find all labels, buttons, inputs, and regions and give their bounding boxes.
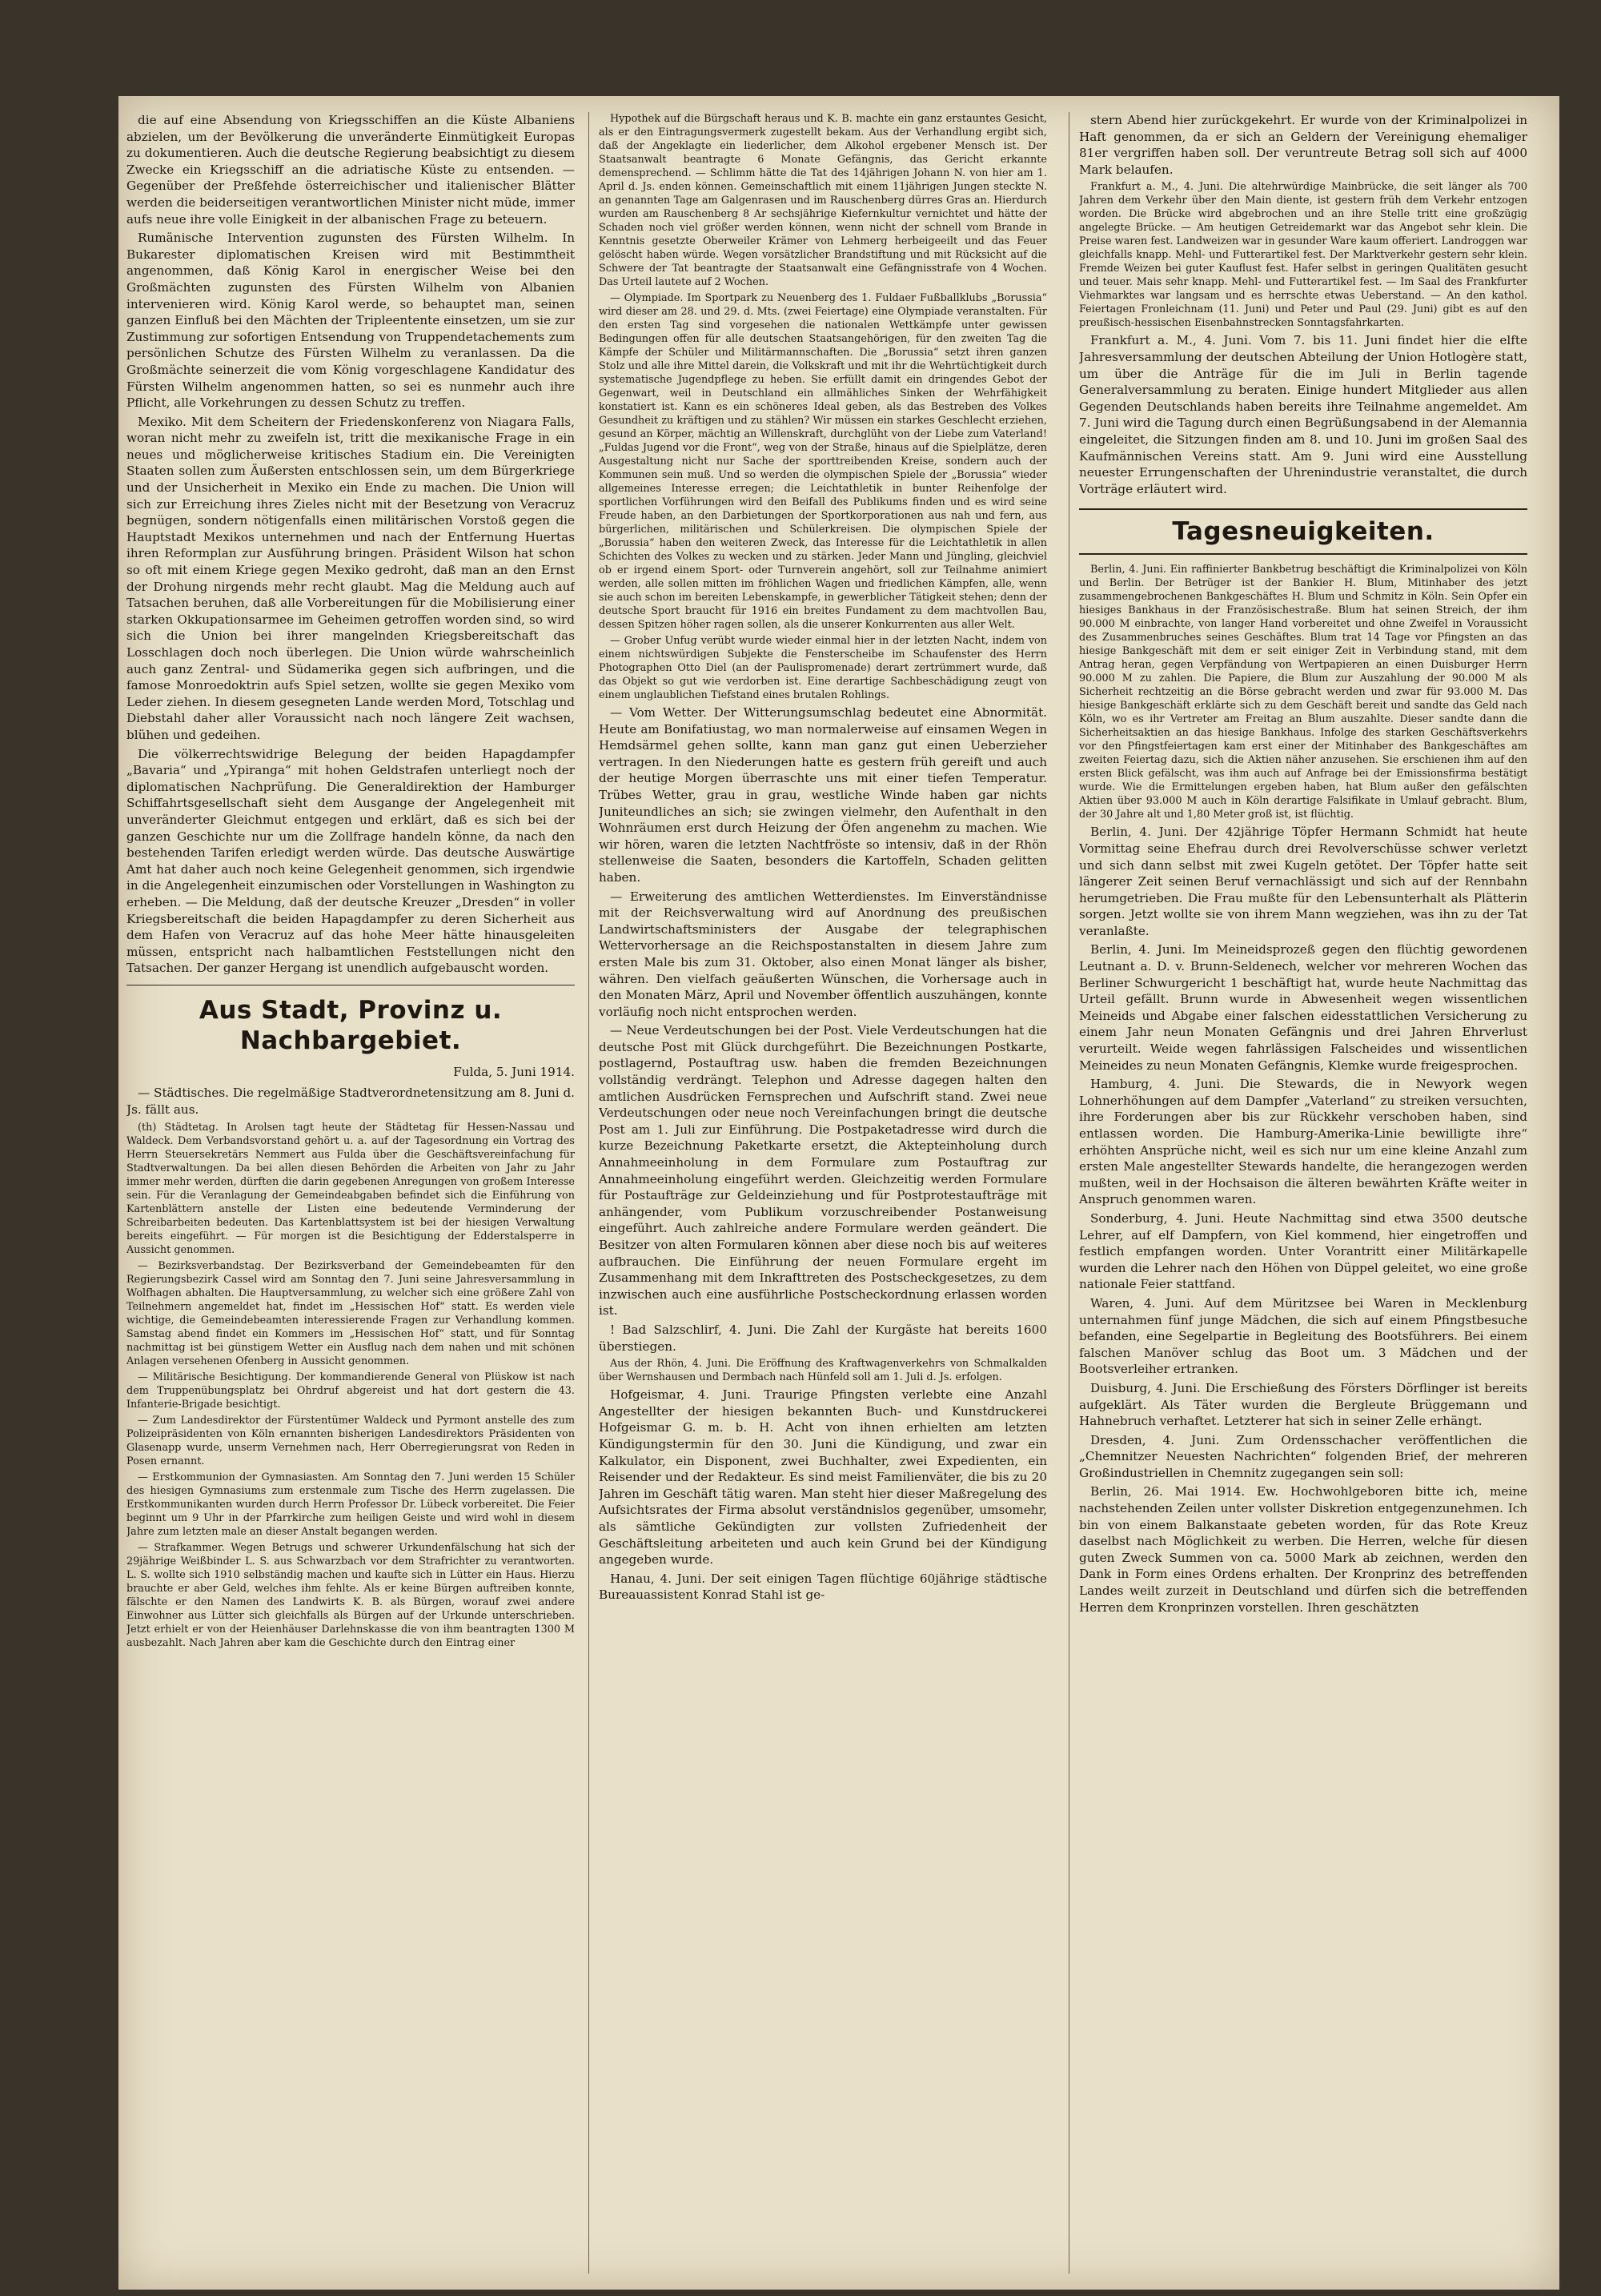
article-paragraph: stern Abend hier zurückgekehrt. Er wurde von der Kriminalpolizei in Haft genommen, da er sich an Geldern der Vereinigung ehemaliger 81er vergriffen haben soll. Der veruntreute Betrag soll sich auf 4000 Mark belaufen. <box>1079 113 1527 177</box>
section-heading-news: Tagesneuigkeiten. <box>1079 508 1527 555</box>
article-paragraph: Frankfurt a. M., 4. Juni. Vom 7. bis 11. Juni findet hier die elfte Jahresversammlung der deutschen Abteilung der Union Hotlogère statt, um über die Anträge für die im Juli in Berlin tagende Generalversammlung zu beraten. Einige hundert Mitglieder aus allen Gegenden Deutschlands haben bereits ihre Teilnahme angemeldet. Am 7. Juni wird die Tagung durch einen Begrüßungsabend in der Alemannia eingeleitet, die Sitzungen finden am 8. und 10. Juni im großen Saal des Kaufmännischen Vereins statt. Am 9. Juni wird eine Ausstellung neuester Errungenschaften der Uhrenindustrie veranstaltet, die durch Vorträge erläutert wird. <box>1079 333 1527 496</box>
article-paragraph: Hypothek auf die Bürgschaft heraus und K. B. machte ein ganz erstauntes Gesicht, als er den Eintragungsvermerk zugestellt bekam. Aus der Verhandlung ergibt sich, daß der Angeklagte ein liederlicher, dem Alkohol ergebener Mensch ist. Der Staatsanwalt beantragte 6 Monate Gefängnis, das Gericht erkannte demensprechend. — Schlimm hätte die Tat des 14jährigen Johann N. von hier am 1. April d. Js. enden können. Gemeinschaftlich mit einem 11jährigen Jungen steckte N. an genannten Tage am Galgenrasen und im Rauschenberg dürres Gras an. Hierdurch wurden am Rauschenberg 8 Ar sechsjährige Kiefernkultur vernichtet und hätte der Schaden noch viel größer werden können, wenn nicht der schnell vom Brande in Kenntnis gesetzte Oberweiler Krämer von Lehmerg herbeigeeilt und das Feuer gelöscht haben würde. Wegen vorsätzlicher Brandstiftung und mit Rücksicht auf die Schwere der Tat beantragte der Staatsanwalt eine Gefängnisstrafe von 4 Wochen. Das Urteil lautete auf 2 Wochen. <box>599 113 1047 288</box>
article-paragraph: — Grober Unfug verübt wurde wieder einmal hier in der letzten Nacht, indem von einem nichtswürdigen Subjekte die Fensterscheibe im Schaufenster des Herrn Photographen Otto Diel (an der Paulispromenade) derart zertrümmert wurde, daß das Objekt so gut wie verdorben ist. Eine derartige Sachbeschädigung zeugt von einem unglaublichen Tiefstand eines brutalen Rohlings. <box>599 635 1047 701</box>
article-paragraph: Berlin, 4. Juni. Ein raffinierter Bankbetrug beschäftigt die Kriminalpolizei von Köln und Berlin. Der Betrüger ist der Bankier H. Blum, Mitinhaber des jetzt zusammengebrochenen Bankgeschäftes H. Blum und Schmitz in Köln. Sein Opfer ein hiesiges Bankhaus in der Französischestraße. Blum hat seinen Streich, der ihm 90.000 M einbrachte, von langer Hand vorbereitet und ohne Zweifel in Voraussicht des Zusammenbruches seines Geschäftes. Blum trat 14 Tage vor Pfingsten an das hiesige Bankgeschäft mit dem er seit einiger Zeit in Verbindung stand, mit dem Antrag heran, gegen Verpfändung von Wertpapieren an einen Duisburger Herrn 90.000 M zu zahlen. Die Papiere, die Blum zur Auszahlung der 90.000 M als Sicherheit rechtzeitig an die Börse gebracht werden und zwar für 93.000 M. Das hiesige Bankgeschäft erklärte sich zu dem Geschäft bereit und sandte das Geld nach Köln, wo es ihr Vertreter am Freitag an Blum auszahlte. Dieser sandte dann die Sicherheitsaktien an das hiesige Bankhaus. Infolge des starken Geschäftsverkehrs vor den Pfingstfeiertagen kam erst einer der Mitinhaber des Bankgeschäftes am zweiten Feiertag dazu, sich die Aktien näher anzusehen. Sie erschienen ihm auf den ersten Blick gefälscht, was ihm auch auf Anfrage bei der Emissionsfirma bestätigt wurde. Wie die Ermittelungen ergeben haben, hat Blum außer den gefälschten Aktien über 93.000 M auch in Köln derartige Falsifikate in Umlauf gebracht. Blum, der 30 Jahre alt und 1,80 Meter groß ist, ist flüchtig. <box>1079 564 1527 821</box>
article-paragraph: Mexiko. Mit dem Scheitern der Friedenskonferenz von Niagara Falls, woran nicht mehr zu zweifeln ist, tritt die mexikanische Frage in ein neues und möglicherweise kritisches Stadium ein. Die Vereinigten Staaten sollen zum Äußersten entschlossen sein, um dem Bürgerkriege und der Unsicherheit in Mexiko ein Ende zu machen. Die Union will sich zur Erreichung ihres Zieles nicht mit der Besetzung von Veracruz begnügen, sondern nötigenfalls einen militärischen Vorstoß gegen die Hauptstadt Mexikos unternehmen und nach der Entfernung Huertas ihren Reformplan zur Ausführung bringen. Präsident Wilson hat schon so oft mit einem Kriege gegen Mexiko gedroht, daß man an den Ernst der Drohung nirgends mehr recht glaubt. Mag die Meldung auch auf Tatsachen beruhen, daß alle Vorbereitungen für die Mobilisierung einer starken Okkupationsarmee im Geheimen getroffen worden sind, so wird sich die Union bei ihrer mangelnden Kriegsbereitschaft das Losschlagen doch noch überlegen. Die Union würde wahrscheinlich auch ganz Zentral- und Südamerika gegen sich aufbringen, und die famose Monroedoktrin aufs Spiel setzen, wollte sie gegen Mexiko vom Leder ziehen. In diesem gesegneten Lande werden Mord, Totschlag und Diebstahl daher aller Voraussicht nach noch längere Zeit wachsen, blühen und gedeihen. <box>126 414 575 742</box>
article-paragraph: — Städtisches. Die regelmäßige Stadtverordnetensitzung am 8. Juni d. Js. fällt aus. <box>126 1086 575 1118</box>
column-1 <box>126 112 575 2274</box>
article-paragraph: — Militärische Besichtigung. Der kommandierende General von Plüskow ist nach dem Truppenübungsplatz bei Ohrdruf abgereist und hat dort gestern die 43. Infanterie-Brigade besichtigt. <box>126 1371 575 1411</box>
article-paragraph: Hanau, 4. Juni. Der seit einigen Tagen flüchtige 60jährige städtische Bureauassistent Konrad Stahl ist ge- <box>599 1571 1047 1603</box>
dateline: Fulda, 5. Juni 1914. <box>453 1064 575 1079</box>
article-paragraph: die auf eine Absendung von Kriegsschiffen an die Küste Albaniens abzielen, um der Bevölkerung die unveränderte Einmütigkeit Europas zu dokumentieren. Auch die deutsche Regierung beabsichtigt zu diesem Zwecke ein Kriegsschiff an die adriatische Küste zu entsenden. — Gegenüber der Preßfehde österreichischer und italienischer Blätter werden die beiderseitigen verantwortlichen Minister nicht müde, immer aufs neue ihre volle Einigkeit in der albanischen Frage zu beteuern. <box>126 113 575 227</box>
article-paragraph: Berlin, 26. Mai 1914. Ew. Hochwohlgeboren bitte ich, meine nachstehenden Zeilen unter vollster Diskretion entgegenzunehmen. Ich bin von einem Balkanstaate gebeten worden, für das Rote Kreuz daselbst nach Möglichkeit zu werben. Die Herren, welche für diesen guten Zweck Summen von ca. 5000 Mark ab zeichnen, werden den Dank in Form eines Ordens erhalten. Der Kronprinz des betreffenden Landes weilt zurzeit in Deutschland und dürfen sich die betreffenden Herren dem Kronprinzen vorstellen. Ihren geschätzten <box>1079 1484 1527 1615</box>
article-paragraph: Die völkerrechtswidrige Belegung der beiden Hapagdampfer „Bavaria“ und „Ypiranga“ mit hohen Geldstrafen unterliegt noch der diplomatischen Nachprüfung. Die Generaldirektion der Hamburger Schiffahrtsgesellschaft sieht dem Ausgange der Angelegenheit mit unveränderter Gleichmut entgegen und erklärt, daß es sich bei der ganzen Geschichte nur um die Zollfrage handeln könne, da nach den bestehenden Tarifen erledigt werden würde. Das deutsche Auswärtige Amt hat daher auch noch keine Gelegenheit genommen, sich irgendwie in die Angelegenheit einzumischen oder Vorstellungen in Washington zu erheben. — Die Meldung, daß der deutsche Kreuzer „Dresden“ in voller Kriegsbereitschaft die beiden Hapagdampfer zu deren Sicherheit aus dem Hafen von Veracruz auf das hohe Meer hätte hinausgeleiten müssen, entspricht nach halbamtlichen Feststellungen nicht den Tatsachen. Der ganzer Hergang ist unendlich aufgebauscht worden. <box>126 746 575 976</box>
article-paragraph: — Bezirksverbandstag. Der Bezirksverband der Gemeindebeamten für den Regierungsbezirk Cassel wird am Sonntag den 7. Juni seine Jahresversammlung in Wolfhagen abhalten. Die Hauptversammlung, zu welcher sich eine größere Zahl von Teilnehmern angemeldet hat, findet im „Hessischen Hof“ statt. Es werden viele wichtige, die Gemeindebeamten interessierende Fragen zur Verhandlung kommen. Samstag abend findet ein Kommers im „Hessischen Hof“ statt, und für Sonntag nachmittag ist bei günstigem Wetter ein Ausflug nach dem nahen und mit schönen Anlagen versehenen Ofenberg in Aussicht genommen. <box>126 1259 575 1367</box>
article-paragraph: Duisburg, 4. Juni. Die Erschießung des Försters Dörflinger ist bereits aufgeklärt. Als Täter wurden die Bergleute Brüggemann und Hahnebruch verhaftet. Letzterer hat sich in seiner Zelle erhängt. <box>1079 1380 1527 1429</box>
article-paragraph: Hamburg, 4. Juni. Die Stewards, die in Newyork wegen Lohnerhöhungen auf dem Dampfer „Vaterland“ zu streiken versuchten, ihre Forderungen aber bis zur Rückkehr verschoben haben, sind entlassen worden. Die Hamburg-Amerika-Linie bewilligte ihre“ erhöhten Ansprüche nicht, weil es sich nur um eine kleine Anzahl zum ersten Male angestellter Stewards handelte, die herangezogen werden mußten, weil in der Hochsaison die älteren bewährten Kräfte weiter in Anspruch genommen waren. <box>1079 1077 1527 1207</box>
column-2 <box>599 112 1047 2274</box>
article-paragraph: (th) Städtetag. In Arolsen tagt heute der Städtetag für Hessen-Nassau und Waldeck. Dem Verbandsvorstand gehört u. a. auf der Tagesordnung ein Vortrag des Herrn Steuersekretärs Nemmert aus Fulda über die Geschäftsvereinfachung für Stadtverwaltungen. Da bei allen diesen Behörden die Arbeiten von Jahr zu Jahr immer mehr werden, dürften die darin gegebenen Anregungen von großem Interesse sein. Für die Veranlagung der Gemeindeabgaben befindet sich die Einführung von Kartenblättern anstelle der Listen eine bedeutende Verminderung der Schreibarbeiten bedeuten. Das Kartenblattsystem ist bei der hiesigen Verwaltung bereits eingeführt. — Für morgen ist die Besichtigung der Edderstalsperre in Aussicht genommen. <box>126 1121 575 1256</box>
article-paragraph: Waren, 4. Juni. Auf dem Müritzsee bei Waren in Mecklenburg unternahmen fünf junge Mädchen, die sich auf einem Pfingstbesuche befanden, eine Segelpartie in Begleitung des Bootsführers. Bei einem falschen Manöver schlug das Boot um. 3 Mädchen und der Bootsverleiher ertranken. <box>1079 1295 1527 1377</box>
article-paragraph: Rumänische Intervention zugunsten des Fürsten Wilhelm. In Bukarester diplomatischen Kreisen wird mit Bestimmtheit angenommen, daß König Karol in energischer Weise bei den Großmächten zugunsten des Fürsten Wilhelm von Albanien intervenieren wird. König Karol werde, so behauptet man, seinen ganzen Einfluß bei den Mächten der Tripleentente einsetzen, um sie zur Zustimmung zur sofortigen Entsendung von Truppendetachements zum persönlichen Schutze des Fürsten Wilhelm zu veranlassen. Da die Großmächte seinerzeit die vom König vorgeschlagene Kandidatur des Fürsten Wilhelm angenommen hatten, so sei es nunmehr auch ihre Pflicht, alle Vorkehrungen zu dessen Schutz zu treffen. <box>126 231 575 411</box>
article-paragraph: Hofgeismar, 4. Juni. Traurige Pfingsten verlebte eine Anzahl Angestellter der hiesigen bekannten Buch- und Kunstdruckerei Hofgeismar G. m. b. H. Acht von ihnen erhielten am letzten Kündigungstermin für den 30. Juni die Kündigung, und zwar ein Kalkulator, ein Disponent, zwei Buchhalter, zwei Expedienten, ein Reisender und der Redakteur. Es sind meist Familienväter, die bis zu 20 Jahren im Geschäft tätig waren. Man steht hier dieser Maßregelung des Aufsichtsrates der Firma absolut verständnislos gegenüber, umsomehr, als sämtliche Gekündigten zur vollsten Zufriedenheit der Geschäftsleitung arbeiteten und auch kein Grund bei der Kündigung angegeben wurde. <box>599 1387 1047 1567</box>
newspaper-page <box>118 96 1559 2290</box>
article-paragraph: Dresden, 4. Juni. Zum Ordensschacher veröffentlichen die „Chemnitzer Neuesten Nachrichten“ folgenden Brief, der mehreren Großindustriellen in Chemnitz zugegangen sein soll: <box>1079 1432 1527 1480</box>
column-3 <box>1079 112 1527 2274</box>
article-paragraph: — Olympiade. Im Sportpark zu Neuenberg des 1. Fuldaer Fußballklubs „Borussia“ wird dieser am 28. und 29. d. Mts. (zwei Feiertage) eine Olympiade veranstalten. Für den ersten Tag sind vorgesehen die nationalen Wettkämpfe unter gewissen Bedingungen offen für alle deutschen Staatsangehörigen, für den zweiten Tag die Kämpfe der Schüler und Militärmannschaften. Die „Borussia“ setzt ihren ganzen Stolz und alle ihre Mittel darein, die Volkskraft und mit ihr die Wehrtüchtigkeit durch systematische Jugendpflege zu heben. Sie erfüllt damit ein dringendes Gebot der Gegenwart, weil in Deutschland ein allmähliches Sinken der Wehrfähigkeit konstatiert ist. Kann es ein schöneres Ideal geben, als das Bestreben des Volkes Gesundheit zu kräftigen und zu stählen? Wir müssen ein starkes Geschlecht erziehen, gesund an Körper, mächtig an Willenskraft, durchglüht von der Liebe zum Vaterland! „Fuldas Jugend vor die Front“, weg von der Straße, hinaus auf die Spielplätze, deren Ausgestaltung nicht nur Sache der sporttreibenden Kreise, sondern auch der Kommunen sein muß. Und so werden die olympischen Spiele der „Borussia“ wieder allgemeines Interesse erregen; die Leichtathletik in bunter Reihenfolge der sportlichen Vorführungen wird den Beifall des Publikums finden und es wird seine Freude haben, an den Darbietungen der Sportkorporationen aus nah und fern, aus bürgerlichen, militärischen und Schülerkreisen. Die olympischen Spiele der „Borussia“ haben den weiteren Zweck, das Interesse für die Leichtathletik in allen Schichten des Volkes zu wecken und zu stärken. Jeder Mann und Jüngling, gleichviel ob er irgend einem Sport- oder Turnverein angehört, soll zur Teilnahme animiert werden, alle sollen mitten im fröhlichen Wagen und friedlichen Kämpfen, alle, wenn sie auch schon im bereiten Lebenskampfe, in gewerblicher Tätigkeit stehen; denn der deutsche Sport braucht für 1916 ein breites Fundament zu dem machtvollen Bau, dessen Spitzen höher ragen sollen, als die unserer Konkurrenten aus aller Welt. <box>599 292 1047 631</box>
article-paragraph: Sonderburg, 4. Juni. Heute Nachmittag sind etwa 3500 deutsche Lehrer, auf elf Dampfern, von Kiel kommend, hier eingetroffen und festlich empfangen worden. Unter Vorantritt einer Militärkapelle wurden die Lehrer nach den Höhen von Düppel geleitet, wo eine große nationale Feier stattfand. <box>1079 1210 1527 1292</box>
article-paragraph: Berlin, 4. Juni. Im Meineidsprozeß gegen den flüchtig gewordenen Leutnant a. D. v. Brunn-Seldenech, welcher vor mehreren Wochen das Berliner Schwurgericht 1 beschäftigt hat, wurde heute Nachmittag das Urteil gefällt. Brunn wurde in Abwesenheit wegen wissentlichen Meineids und Abgabe einer falschen eidesstattlichen Versicherung zu einem Jahr neun Monaten Gefängnis und drei Jahren Ehrverlust verurteilt. Weide wegen fahrlässigen Falscheides und wissentlichen Meineides zu neun Monaten Gefängnis, Klemke wurde freigesprochen. <box>1079 942 1527 1073</box>
article-paragraph: — Zum Landesdirektor der Fürstentümer Waldeck und Pyrmont anstelle des zum Polizeipräsidenten von Köln ernannten bisherigen Landesdirektors Präsidenten von Glasenapp wurde, unserm Vernehmen nach, Herr Oberregierungsrat von Reden in Posen ernannt. <box>126 1414 575 1467</box>
article-paragraph: Aus der Rhön, 4. Juni. Die Eröffnung des Kraftwagenverkehrs von Schmalkalden über Wernshausen und Dermbach nach Hünfeld soll am 1. Juli d. Js. erfolgen. <box>599 1358 1047 1384</box>
article-paragraph: — Strafkammer. Wegen Betrugs und schwerer Urkundenfälschung hat sich der 29jährige Weißbinder L. S. aus Schwarzbach vor dem Strafrichter zu verantworten. L. S. wollte sich 1910 selbständig machen und kaufte sich in Lütter ein Haus. Hierzu brauchte er aber Geld, welches ihm fehlte. Als er keine Bürgen auftreiben konnte, fälschte er den Namen des Landwirts K. B. als Bürgen, worauf zwei andere Einwohner aus Lütter sich gleichfalls als Bürgen auf der Urkunde unterschrieben. Jetzt erhielt er von der Heienhäuser Darlehnskasse die von ihm beantragten 1300 M ausbezahlt. Nach Jahren aber kam die Geschichte durch den Eintrag einer <box>126 1541 575 1649</box>
article-paragraph: — Erweiterung des amtlichen Wetterdienstes. Im Einverständnisse mit der Reichsverwaltung wird auf Anordnung des preußischen Landwirtschaftsministers der Ausgabe der telegraphischen Wettervorhersage an die Reichspostanstalten in diesem Jahre zum ersten Male bis zum 31. Oktober, also einen Monat länger als bisher, währen. Den vielfach geäußerten Wünschen, die Vorhersage auch in den Monaten März, April und November öffentlich auszuhängen, konnte vorläufig noch nicht entsprochen werden. <box>599 889 1047 1019</box>
article-paragraph: ! Bad Salzschlirf, 4. Juni. Die Zahl der Kurgäste hat bereits 1600 überstiegen. <box>599 1322 1047 1354</box>
section-heading-local: Aus Stadt, Provinz u. Nachbargebiet. <box>199 995 503 1055</box>
article-paragraph: Berlin, 4. Juni. Der 42jährige Töpfer Hermann Schmidt hat heute Vormittag seine Ehefrau durch drei Revolverschüsse schwer verletzt und sich dann selbst mit zwei Kugeln getötet. Der Töpfer hatte seit längerer Zeit seinen Beruf vernachlässigt und sich auf der Rennbahn herumgetrieben. Die Frau mußte für den Lebensunterhalt als Plätterin sorgen. Jetzt wollte sie von ihrem Mann wegziehen, was ihn zu der Tat veranlaßte. <box>1079 825 1527 938</box>
article-paragraph: — Vom Wetter. Der Witterungsumschlag bedeutet eine Abnormität. Heute am Bonifatiustag, wo man normalerweise auf einsamen Wegen in Hemdsärmel gehen sollte, kann man ganz gut einen Ueberzieher vertragen. In den Niederungen hatte es gestern früh gereift und auch der heutige Morgen überraschte uns mit einer tiefen Temperatur. Trübes Wetter, grau in grau, westliche Winde haben gar nichts Juniteundliches an sich; sie zwingen vielmehr, den Aufenthalt in den Wohnräumen erst durch Heizung der Öfen angenehm zu machen. Wie wir hören, waren die letzten Nachtfröste so intensiv, daß in der Rhön stellenweise die Saaten, besonders die Kartoffeln, Schaden gelitten haben. <box>599 705 1047 885</box>
article-paragraph: — Erstkommunion der Gymnasiasten. Am Sonntag den 7. Juni werden 15 Schüler des hiesigen Gymnasiums zum erstenmale zum Tische des Herrn zugelassen. Die Erstkommunikanten wurden durch Herrn Professor Dr. Lübeck vorbereitet. Die Feier beginnt um 9 Uhr in der Pfarrkirche zum heiligen Geiste und wird wohl in diesem Jahre zum letzten male an dieser Anstalt begangen werden. <box>126 1471 575 1538</box>
column-rule <box>588 112 589 2274</box>
article-paragraph: Frankfurt a. M., 4. Juni. Die altehrwürdige Mainbrücke, die seit länger als 700 Jahren dem Verkehr über den Main diente, ist gestern früh dem Verkehr entzogen worden. Die Brücke wird abgebrochen und an ihre Stelle tritt eine großzügig angelegte Brücke. — Am heutigen Getreidemarkt war das Angebot sehr klein. Die Preise waren fest. Landweizen war in gesunder Ware kaum offeriert. Landroggen war gleichfalls knapp. Mehl- und Futterartikel fest. Der Marktverkehr gestern sehr klein. Fremde Weizen bei guter Kauflust fest. Hafer selbst in geringen Qualitäten gesucht und teuer. Mais sehr knapp. Mehl- und Futterartikel fest. — Im Saal des Frankfurter Viehmarktes war langsam und es herrschte etwas Ueberstand. — An den kathol. Feiertagen Fronleichnam (11. Juni) und Peter und Paul (29. Juni) gibt es auf den preußisch-hessischen Eisenbahnstrecken Sonntagsfahrkarten. <box>1079 181 1527 330</box>
article-paragraph: — Neue Verdeutschungen bei der Post. Viele Verdeutschungen hat die deutsche Post mit Glück durchgeführt. Die Bezeichnungen Postkarte, postlagernd, Postauftrag usw. haben die fremden Bezeichnungen vollständig verdrängt. Telephon und Adresse dagegen halten den amtlichen Ausdrücken Fernsprechen und Aufschrift stand. Zwei neue Verdeutschungen oder neue noch Vereinfachungen bringt die deutsche Post am 1. Juli zur Einführung. Die Postpaketadresse wird durch die kurze Bezeichnung Paketkarte ersetzt, die Aktepteinholung durch Annahmeeinholung in dem Formulare zum Postauftrag zur Annahmeeinholung eingeführt werden. Gleichzeitig werden Formulare für Postaufträge zur Geldeinziehung und für Postprotestaufträge mit anhängender, vom Publikum vorzuschreibender Postanweisung eingeführt. Auch zahlreiche andere Formulare werden geändert. Die Besitzer von alten Formularen können aber diese noch bis auf weiteres aufbrauchen. Die Einführung der neuen Formulare ergeht im Zusammenhang mit dem Inkrafttreten des Postscheckgesetzes, zu dem inzwischen auch eine ausführliche Postscheckordnung erlassen worden ist. <box>599 1023 1047 1319</box>
